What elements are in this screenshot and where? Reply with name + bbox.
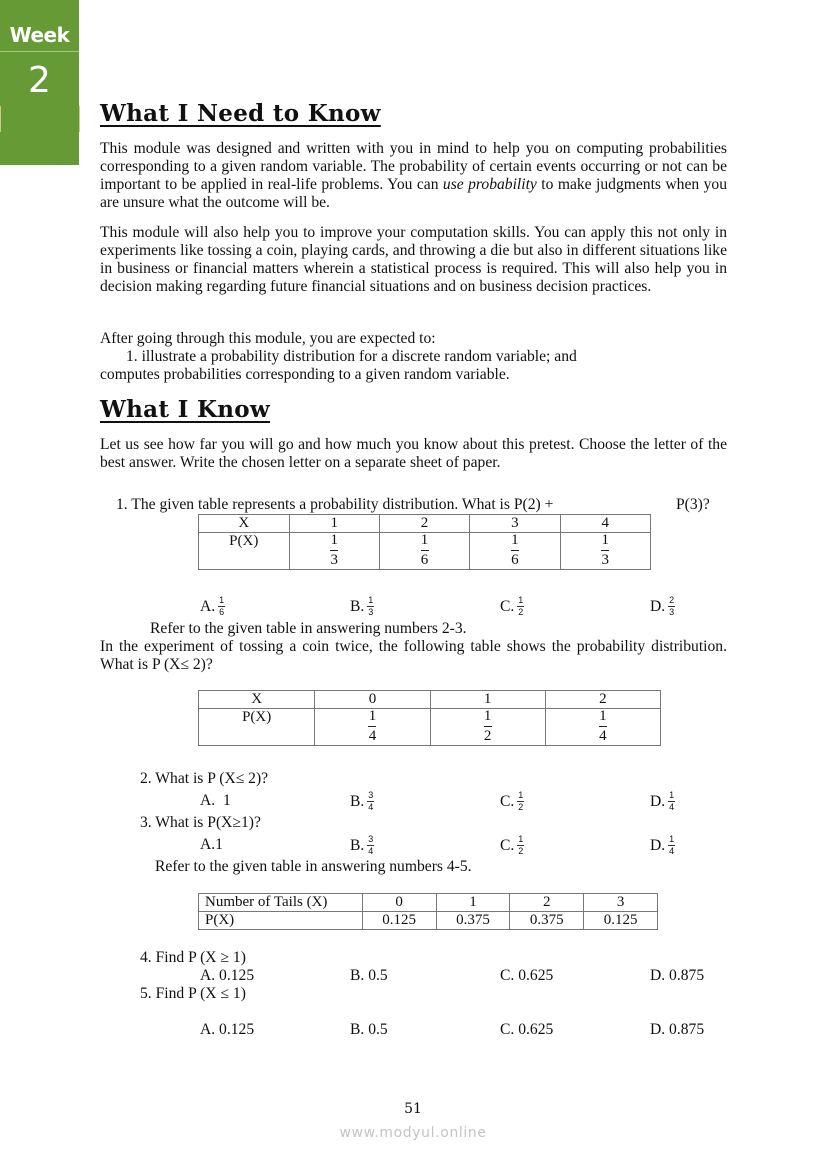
page-number: 51	[404, 1101, 422, 1117]
q4-option-d[interactable]: D. 0.875	[650, 967, 705, 984]
q3-option-c[interactable]: C. $\frac{1}{2}$	[500, 834, 524, 856]
expected-intro: After going through this module, you are expected to:	[100, 330, 436, 347]
table-cell-px: $\frac{1}{6}$	[470, 533, 560, 570]
table-cell-px: 0.375	[436, 912, 510, 930]
para1-italic: use probability	[442, 176, 537, 193]
question-1-text: 1. The given table represents a probability distribution. What is P(2) +	[116, 496, 554, 513]
q1-option-d[interactable]: D. $\frac{2}{3}$	[650, 595, 675, 617]
q1-option-b[interactable]: B. $\frac{1}{3}$	[350, 595, 374, 617]
question-4-text: 4. Find P (X ≥ 1)	[140, 949, 246, 966]
refer-4-5: Refer to the given table in answering numbers 4-5.	[155, 858, 472, 875]
q2-option-a[interactable]: A. 1	[200, 792, 231, 809]
q2-option-d[interactable]: D. $\frac{1}{4}$	[650, 790, 675, 812]
week-number: 2	[28, 60, 51, 101]
q1-option-a[interactable]: A. $\frac{1}{6}$	[200, 595, 225, 617]
table-cell-x: 0	[315, 691, 430, 709]
q2-option-c[interactable]: C. $\frac{1}{2}$	[500, 790, 524, 812]
question-2-text: 2. What is P (X≤ 2)?	[140, 770, 269, 787]
table-header-x: X	[199, 691, 315, 709]
q4-option-c[interactable]: C. 0.625	[500, 967, 554, 984]
probability-table-2	[198, 690, 661, 746]
table-header-px: P(X)	[199, 533, 290, 570]
table-cell-px: 0.125	[584, 912, 658, 930]
q5-option-b[interactable]: B. 0.5	[350, 1021, 388, 1038]
watermark: www.modyul.online	[339, 1125, 487, 1141]
table-cell-x: 1	[436, 894, 510, 912]
objective-1-continued: computes probabilities corresponding to a given random variable.	[100, 366, 510, 383]
probability-table-3	[198, 893, 658, 930]
q3-option-b[interactable]: B. $\frac{3}{4}$	[350, 834, 374, 856]
question-3-text: 3. What is P(X≥1)?	[140, 814, 261, 831]
question-5-text: 5. Find P (X ≤ 1)	[140, 985, 246, 1002]
q5-option-d[interactable]: D. 0.875	[650, 1021, 705, 1038]
table-cell-x: 1	[430, 691, 545, 709]
table-cell-x: 3	[470, 515, 560, 533]
table-cell-x: 2	[379, 515, 469, 533]
q4-option-a[interactable]: A. 0.125	[200, 967, 255, 984]
table-cell-x: 2	[510, 894, 584, 912]
q3-option-d[interactable]: D. $\frac{1}{4}$	[650, 834, 675, 856]
intro-paragraph-2: This module will also help you to improve your computation skills. You can apply this not only in experiments like tossing a coin, playing cards, and throwing a die but also in different situations like in business or financial matters wherein a statistical process is required. This will also help you in decision making regarding future financial situations and on business decision practices.	[100, 224, 727, 295]
q1-option-c[interactable]: C. $\frac{1}{2}$	[500, 595, 524, 617]
table-cell-x: 4	[560, 515, 650, 533]
table-cell-x: 3	[584, 894, 658, 912]
table-cell-px: $\frac{1}{6}$	[379, 533, 469, 570]
table-header-px: P(X)	[199, 709, 315, 746]
week-label: Week	[0, 0, 79, 52]
week-tab	[0, 0, 79, 165]
table-header-x: Number of Tails (X)	[199, 894, 363, 912]
q5-option-a[interactable]: A. 0.125	[200, 1021, 255, 1038]
q5-option-c[interactable]: C. 0.625	[500, 1021, 554, 1038]
table-cell-px: $\frac{1}{3}$	[560, 533, 650, 570]
table-cell-px: $\frac{1}{4}$	[315, 709, 430, 746]
table-cell-px: 0.125	[362, 912, 436, 930]
para1-text-end: to make judgments when you are unsure what the outcome will be.	[100, 176, 727, 211]
table-cell-px: $\frac{1}{2}$	[430, 709, 545, 746]
table-header-px: P(X)	[199, 912, 363, 930]
pretest-intro: Let us see how far you will go and how much you know about this pretest. Choose the letter of the best answer. Write the chosen letter on a separate sheet of paper.	[100, 436, 727, 471]
probability-table-1	[198, 514, 651, 570]
table-cell-x: 0	[362, 894, 436, 912]
question-1-text-tail: P(3)?	[676, 496, 710, 513]
tab-edge-decoration	[0, 106, 80, 132]
q4-option-b[interactable]: B. 0.5	[350, 967, 388, 984]
para1-text: This module was designed and written with you in mind to help you on computing probabilities corresponding to a given random variable. The probability of certain events occurring or not can be important to be applied in real-life problems. You can	[100, 140, 727, 193]
section-title-what-i-need-to-know: What I Need to Know	[100, 100, 381, 127]
q2-option-b[interactable]: B. $\frac{3}{4}$	[350, 790, 374, 812]
intro-paragraph-1	[100, 140, 727, 212]
table-cell-x: 1	[289, 515, 379, 533]
section-title-what-i-know: What I Know	[100, 396, 271, 423]
coin-experiment-intro: In the experiment of tossing a coin twice, the following table shows the probability distribution. What is P (X≤ 2)?	[100, 638, 727, 673]
table-cell-px: 0.375	[510, 912, 584, 930]
table-cell-x: 2	[545, 691, 660, 709]
q3-option-a[interactable]: A.1	[200, 836, 223, 853]
objective-1: 1. illustrate a probability distribution for a discrete random variable; and	[126, 348, 577, 365]
table-cell-px: $\frac{1}{3}$	[289, 533, 379, 570]
table-header-x: X	[199, 515, 290, 533]
table-cell-px: $\frac{1}{4}$	[545, 709, 660, 746]
refer-2-3: Refer to the given table in answering numbers 2-3.	[150, 620, 467, 637]
